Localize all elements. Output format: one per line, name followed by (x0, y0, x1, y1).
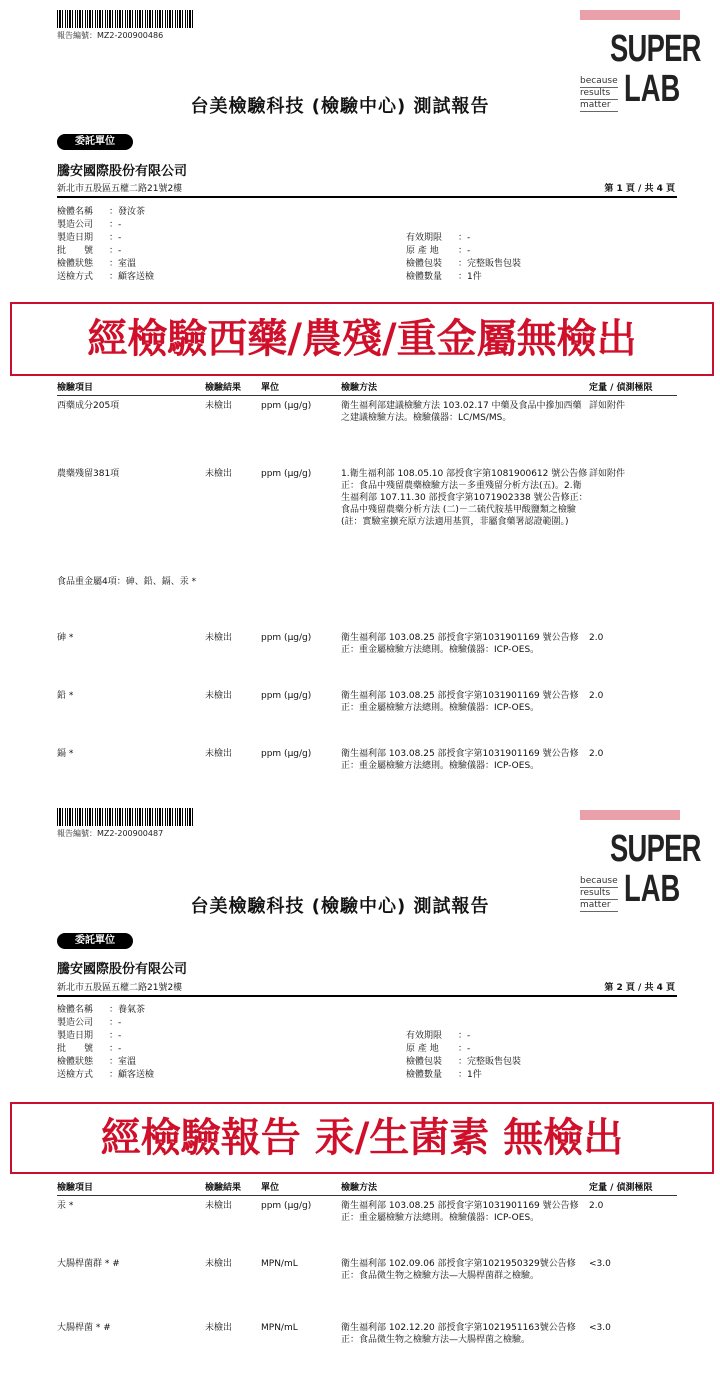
company-name: 騰安國際股份有限公司 (57, 164, 188, 179)
heavy-metal-table (57, 628, 677, 776)
logo-super-text: SUPER (610, 828, 701, 870)
table-row: 砷 * 未檢出 ppm (μg/g) 衛生福利部 103.08.25 部授食字第1031901169 號公告修正：重金屬檢驗方法總則。檢驗儀器：ICP-OES。 2.0 (57, 633, 604, 655)
page-number: 第 2 頁 / 共 4 頁 (604, 983, 675, 993)
logo-tagline: because results matter (580, 76, 618, 110)
company-address: 新北市五股區五權二路21號2樓 (57, 983, 183, 993)
logo-tagline: because results matter (580, 876, 618, 910)
table-row: 大腸桿菌 * # 未檢出 MPN/mL 衛生福利部 102.12.20 部授食字第1021951163號公告修正：食品微生物之檢驗方法—大腸桿菌之檢驗。 <3.0 (57, 1322, 611, 1345)
table-row: 汞 * 未檢出 ppm (μg/g) 衛生福利部 103.08.25 部授食字第1031901169 號公告修正：重金屬檢驗方法總則。檢驗儀器：ICP-OES。 2.0 (57, 1201, 604, 1223)
table-row: 鎘 * 未檢出 ppm (μg/g) 衛生福利部 103.08.25 部授食字第1031901169 號公告修正：重金屬檢驗方法總則。檢驗儀器：ICP-OES。 2.0 (57, 749, 604, 771)
table-row: 鉛 * 未檢出 ppm (μg/g) 衛生福利部 103.08.25 部授食字第1031901169 號公告修正：重金屬檢驗方法總則。檢驗儀器：ICP-OES。 2.0 (57, 691, 604, 713)
report-title: 台美檢驗科技 (檢驗中心) 測試報告 (190, 96, 490, 117)
client-badge: 委託單位 (57, 134, 133, 150)
sample-info-right: 有效期限 ：- 原 產 地 ：- 檢體包裝 ：完整販售包裝 檢體數量 ：1件 (406, 1031, 522, 1080)
results-table (57, 378, 677, 572)
company-name: 騰安國際股份有限公司 (57, 962, 188, 977)
logo-pink-bar (580, 10, 680, 20)
table-row: 大腸桿菌群 * # 未檢出 MPN/mL 衛生福利部 102.09.06 部授食字第1021950329號公告修正：食品微生物之檢驗方法—大腸桿菌群之檢驗。 <3.0 (57, 1258, 611, 1281)
results-table (57, 1178, 677, 1350)
report-title: 台美檢驗科技 (檢驗中心) 測試報告 (190, 896, 490, 917)
company-address: 新北市五股區五權二路21號2樓 (57, 184, 183, 194)
logo-lab-text: LAB (624, 868, 681, 910)
logo-super-text: SUPER (610, 28, 701, 70)
report-number: 報告編號：MZ2-200900486 (57, 31, 164, 40)
sample-info-left: 檢體名稱 ：發汝茶 製造公司 ：- 製造日期 ：- 批 號 ：- 檢體狀態 ：室溫 送檢方式 ：顧客送檢 (57, 207, 155, 282)
barcode (57, 808, 195, 826)
client-badge: 委託單位 (57, 933, 133, 949)
table-header-row: 檢驗項目 檢驗結果 單位 檢驗方法 定量 / 偵測極限 (57, 1178, 677, 1196)
result-banner: 經檢驗報告 汞/生菌素 無檢出 (10, 1102, 714, 1174)
sample-info-right: 有效期限 ：- 原 產 地 ：- 檢體包裝 ：完整販售包裝 檢體數量 ：1件 (406, 233, 522, 282)
page-number: 第 1 頁 / 共 4 頁 (604, 184, 675, 194)
table-row: 西藥成分205項 未檢出 ppm (μg/g) 衛生福利部建議檢驗方法 103.02.17 中藥及食品中摻加西藥之建議檢驗方法。檢驗儀器：LC/MS/MS。 詳如附件 (57, 401, 626, 423)
report-number: 報告編號：MZ2-200900487 (57, 829, 164, 838)
sample-info-left: 檢體名稱 ：養氣茶 製造公司 ：- 製造日期 ：- 批 號 ：- 檢體狀態 ：室溫 送檢方式 ：顧客送檢 (57, 1005, 155, 1080)
table-row: 農藥殘留381項 未檢出 ppm (μg/g) 1.衛生福利部 108.05.10 部授食字第1081900612 號公告修正：食品中殘留農藥檢驗方法－多重殘留分析方法(五)。2.衛生福利部 107.11.30 部授食字第1071902338 號公告修正：食品中殘留農藥分析方法 (二)－二硫代胺基甲酸鹽類之檢驗(註：實驗室擴充原方法適用基質，非屬食藥署認證範圍。) 詳如附件 (57, 468, 626, 527)
logo-lab-text: LAB (624, 68, 681, 110)
report-page-2 (0, 800, 720, 1378)
logo-pink-bar (580, 810, 680, 820)
divider (57, 196, 677, 198)
barcode (57, 10, 195, 28)
heavy-metal-section-label: 食品重金屬4項：砷、鉛、鎘、汞 * (57, 577, 197, 587)
table-header-row: 檢驗項目 檢驗結果 單位 檢驗方法 定量 / 偵測極限 (57, 378, 677, 396)
divider (57, 995, 677, 997)
result-banner: 經檢驗西藥/農殘/重金屬無檢出 (10, 302, 714, 376)
